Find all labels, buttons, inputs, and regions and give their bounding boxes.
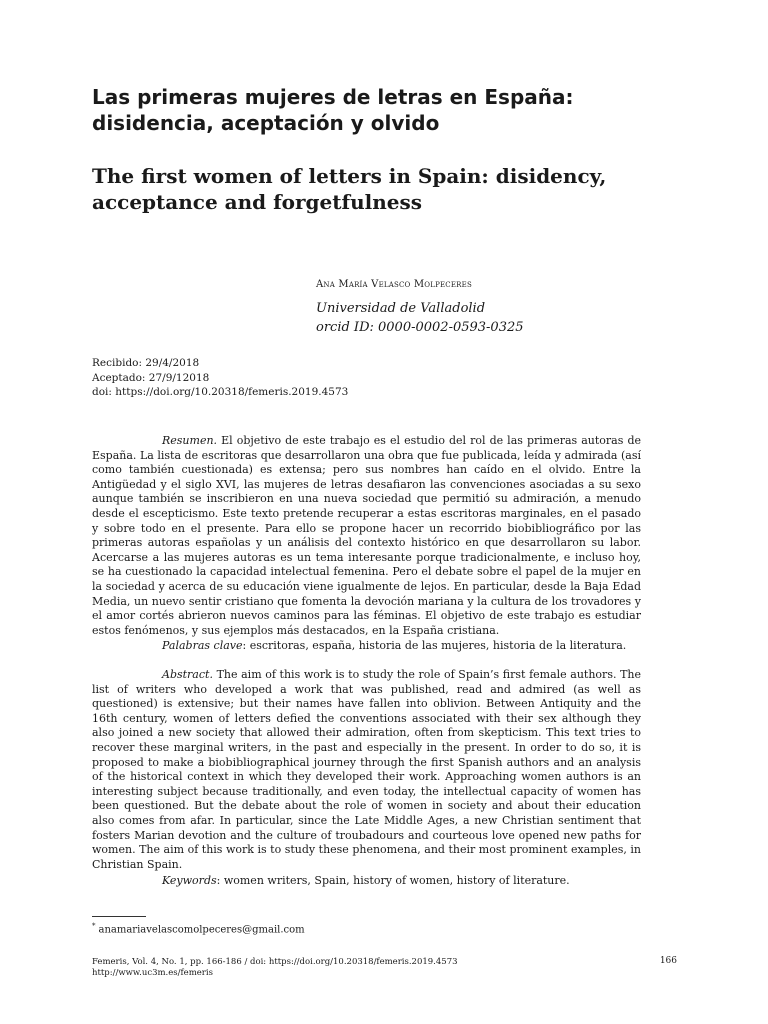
- footnote-rule: [92, 916, 146, 917]
- resumen-paragraph: [92, 434, 641, 638]
- footnote-mark: *: [92, 922, 96, 930]
- affiliation-orcid: orcid ID: 0000-0002-0593-0325: [316, 320, 524, 335]
- title-spanish: Las primeras mujeres de letras en España: disidencia, aceptación y olvido: [92, 85, 574, 135]
- doi-line[interactable]: doi: https://doi.org/10.20318/femeris.2019.4573: [92, 386, 349, 398]
- received-date: Recibido: 29/4/2018: [92, 357, 200, 369]
- journal-line-1: Femeris, Vol. 4, No. 1, pp. 166-186 / doi: https://doi.org/10.20318/femeris.2019.4573: [92, 957, 458, 967]
- abstract-paragraph: [92, 668, 641, 872]
- footnote: [92, 922, 305, 935]
- accepted-date: Aceptado: 27/9/12018: [92, 371, 210, 384]
- abstract-text: The aim of this work is to study the role of Spain’s first female authors. The list of writers who developed a work that was published, read and admired (as well as questioned) is extensive; but their names have fallen into oblivion. Between Antiquity and the 16th century, women of letters defied the conventions associated with their sex although they also joined a new society that allowed their admiration, often from skepticism. This text tries to recover these marginal writers, in the past and especially in the present. In order to do so, it is proposed to make a biobibliographical journey through the first Spanish authors and an analysis of the historical context in which they developed their work. Approaching women authors is an interesting subject because traditionally, and even today, the intellectual capacity of women has been questioned. But the debate about the role of women in society and about their education also comes from afar. In particular, since the Late Middle Ages, a new Christian sentiment that fosters Marian devotion and the culture of troubadours and courteous love opened new paths for women. The aim of this work is to study these phenomena, and their most prominent examples, in Christian Spain.: [92, 668, 641, 871]
- palabras-clave-line: [92, 639, 641, 654]
- page-number: 166: [659, 956, 677, 966]
- journal-url[interactable]: http://www.uc3m.es/femeris: [92, 968, 213, 978]
- affiliation-university: Universidad de Valladolid: [316, 301, 486, 316]
- palabras-clave-label: Palabras clave: [162, 639, 243, 652]
- submission-dates: [92, 356, 348, 400]
- footnote-email[interactable]: anamariavelascomolpeceres@gmail.com: [98, 924, 305, 936]
- journal-citation: [92, 957, 458, 979]
- resumen-label: Resumen.: [162, 434, 218, 447]
- title-english: The first women of letters in Spain: disidency, acceptance and forgetfulness: [92, 164, 607, 214]
- keywords-line: [92, 874, 641, 889]
- author-name: Ana María Velasco Molpeceres: [316, 279, 472, 290]
- resumen-text: El objetivo de este trabajo es el estudio del rol de las primeras autoras de España. La lista de escritoras que desarrollaron una obra que fue publicada, leída y admirada (así como también cuestionada) es extensa; pero sus nombres han caído en el olvido. Entre la Antigüedad y el siglo XVI, las mujeres de letras desafiaron las convenciones asociadas a su sexo aunque también se inscribieron en una nueva sociedad que permitió su admiración, a menudo desde el escepticismo. Este texto pretende recuperar a estas escritoras marginales, en el pasado y sobre todo en el presente. Para ello se propone hacer un recorrido biobibliográfico por las primeras autoras españolas y un análisis del contexto histórico en que desarrollaron su labor. Acercarse a las mujeres autoras es un tema interesante porque tradicionalmente, e incluso hoy, se ha cuestionado la capacidad intelectual femenina. Pero el debate sobre el papel de la mujer en la sociedad y acerca de su educación viene igualmente de lejos. En particular, desde la Baja Edad Media, un nuevo sentir cristiano que fomenta la devoción mariana y la cultura de los trovadores y el amor cortés abrieron nuevos caminos para las féminas. El objetivo de este trabajo es estudiar estos fenómenos, y sus ejemplos más destacados, en la España cristiana.: [92, 434, 641, 637]
- palabras-clave-text: : escritoras, españa, historia de las mujeres, historia de la literatura.: [242, 639, 627, 652]
- keywords-label: Keywords: [162, 874, 217, 887]
- keywords-text: : women writers, Spain, history of women, history of literature.: [216, 874, 570, 887]
- abstract-label: Abstract.: [162, 668, 213, 681]
- affiliation: [316, 299, 524, 337]
